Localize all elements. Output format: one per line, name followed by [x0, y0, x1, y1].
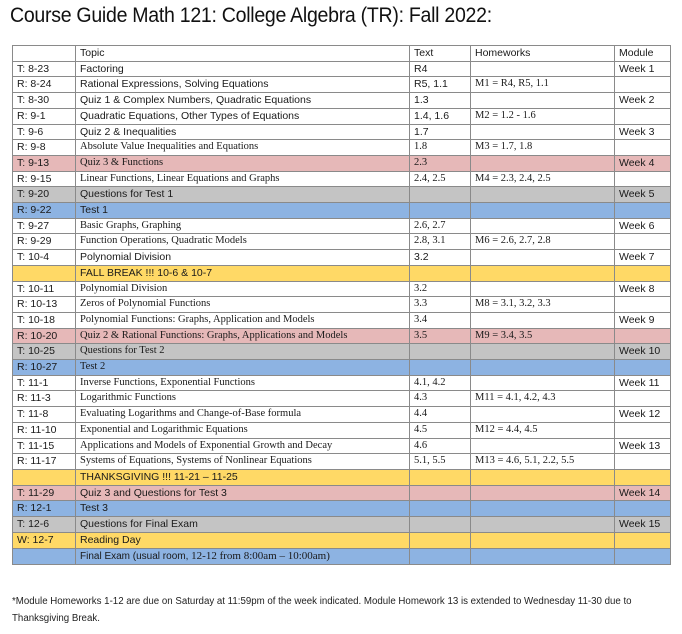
homeworks-cell	[471, 360, 615, 376]
homeworks-cell: M11 = 4.1, 4.2, 4.3	[471, 391, 615, 407]
topic-cell: Exponential and Logarithmic Equations	[76, 422, 410, 438]
date-cell: W: 12-7	[13, 532, 76, 548]
topic-cell: Function Operations, Quadratic Models	[76, 234, 410, 250]
text-cell: 5.1, 5.5	[410, 454, 471, 470]
module-cell	[615, 501, 671, 517]
homeworks-cell	[471, 250, 615, 266]
module-cell	[615, 532, 671, 548]
topic-cell: Questions for Test 2	[76, 344, 410, 360]
module-cell	[615, 234, 671, 250]
header-module: Module	[615, 46, 671, 62]
text-cell	[410, 360, 471, 376]
table-row	[13, 281, 671, 297]
homeworks-cell	[471, 501, 615, 517]
homeworks-cell	[471, 218, 615, 234]
topic-cell: Questions for Final Exam	[76, 517, 410, 533]
homeworks-cell	[471, 203, 615, 219]
text-cell: 2.6, 2.7	[410, 218, 471, 234]
homeworks-cell	[471, 407, 615, 423]
header-homeworks: Homeworks	[471, 46, 615, 62]
text-cell: 3.2	[410, 281, 471, 297]
date-cell: T: 8-23	[13, 61, 76, 77]
table-row	[13, 297, 671, 313]
date-cell: T: 9-27	[13, 218, 76, 234]
homeworks-cell	[471, 281, 615, 297]
date-cell: T: 10-25	[13, 344, 76, 360]
topic-cell: Test 1	[76, 203, 410, 219]
header-date	[13, 46, 76, 62]
text-cell: 3.3	[410, 297, 471, 313]
text-cell: 3.2	[410, 250, 471, 266]
topic-cell: Basic Graphs, Graphing	[76, 218, 410, 234]
table-row	[13, 124, 671, 140]
topic-cell: Questions for Test 1	[76, 187, 410, 203]
date-cell: R: 11-17	[13, 454, 76, 470]
table-row	[13, 360, 671, 376]
final-exam-label: Final Exam (usual room,	[80, 550, 192, 562]
homeworks-cell	[471, 485, 615, 501]
text-cell	[410, 344, 471, 360]
module-cell	[615, 265, 671, 281]
table-row	[13, 517, 671, 533]
module-cell	[615, 140, 671, 156]
date-cell: T: 11-1	[13, 375, 76, 391]
topic-cell: Rational Expressions, Solving Equations	[76, 77, 410, 93]
table-row	[13, 438, 671, 454]
text-cell	[410, 532, 471, 548]
text-cell: 1.3	[410, 93, 471, 109]
date-cell	[13, 265, 76, 281]
date-cell: T: 10-11	[13, 281, 76, 297]
homeworks-cell	[471, 155, 615, 171]
module-cell	[615, 297, 671, 313]
module-cell: Week 4	[615, 155, 671, 171]
homeworks-cell	[471, 265, 615, 281]
topic-cell	[76, 548, 410, 565]
homeworks-cell	[471, 532, 615, 548]
page-title: Course Guide Math 121: College Algebra (TR): Fall 2022:	[10, 4, 492, 27]
table-row	[13, 391, 671, 407]
table-row	[13, 140, 671, 156]
text-cell: 1.8	[410, 140, 471, 156]
topic-cell: Quiz 1 & Complex Numbers, Quadratic Equations	[76, 93, 410, 109]
text-cell	[410, 203, 471, 219]
date-cell: R: 11-3	[13, 391, 76, 407]
topic-cell: Factoring	[76, 61, 410, 77]
text-cell: R5, 1.1	[410, 77, 471, 93]
homeworks-cell	[471, 187, 615, 203]
table-row	[13, 203, 671, 219]
date-cell: T: 9-13	[13, 155, 76, 171]
table-row	[13, 108, 671, 124]
date-cell: T: 11-8	[13, 407, 76, 423]
topic-cell: THANKSGIVING !!! 11-21 – 11-25	[76, 469, 410, 485]
text-cell: 3.5	[410, 328, 471, 344]
homeworks-cell	[471, 517, 615, 533]
text-cell: 4.4	[410, 407, 471, 423]
homeworks-cell	[471, 344, 615, 360]
topic-cell: Applications and Models of Exponential Growth and Decay	[76, 438, 410, 454]
homeworks-cell: M3 = 1.7, 1.8	[471, 140, 615, 156]
topic-cell: Logarithmic Functions	[76, 391, 410, 407]
date-cell: R: 10-27	[13, 360, 76, 376]
text-cell: 2.8, 3.1	[410, 234, 471, 250]
module-cell: Week 3	[615, 124, 671, 140]
module-cell: Week 13	[615, 438, 671, 454]
homeworks-cell: M6 = 2.6, 2.7, 2.8	[471, 234, 615, 250]
module-cell: Week 7	[615, 250, 671, 266]
homeworks-cell: M13 = 4.6, 5.1, 2.2, 5.5	[471, 454, 615, 470]
final-exam-time: 12-12 from 8:00am – 10:00am)	[191, 549, 330, 562]
topic-cell: Quadratic Equations, Other Types of Equations	[76, 108, 410, 124]
text-cell: 3.4	[410, 312, 471, 328]
homeworks-cell	[471, 375, 615, 391]
homeworks-cell	[471, 124, 615, 140]
table-row	[13, 77, 671, 93]
date-cell: T: 10-4	[13, 250, 76, 266]
table-row	[13, 422, 671, 438]
module-cell: Week 1	[615, 61, 671, 77]
module-cell	[615, 548, 671, 565]
date-cell: T: 11-15	[13, 438, 76, 454]
text-cell	[410, 469, 471, 485]
topic-cell: Evaluating Logarithms and Change-of-Base formula	[76, 407, 410, 423]
text-cell	[410, 501, 471, 517]
course-schedule-table	[12, 45, 671, 565]
text-cell: 2.4, 2.5	[410, 171, 471, 187]
topic-cell: Absolute Value Inequalities and Equations	[76, 140, 410, 156]
table-header-row	[13, 46, 671, 62]
text-cell	[410, 548, 471, 565]
module-cell	[615, 77, 671, 93]
module-cell: Week 6	[615, 218, 671, 234]
topic-cell: Quiz 3 & Functions	[76, 155, 410, 171]
module-cell	[615, 391, 671, 407]
homeworks-cell	[471, 93, 615, 109]
topic-cell: FALL BREAK !!! 10-6 & 10-7	[76, 265, 410, 281]
topic-cell: Polynomial Functions: Graphs, Application and Models	[76, 312, 410, 328]
table-row	[13, 312, 671, 328]
topic-cell: Polynomial Division	[76, 250, 410, 266]
table-row	[13, 155, 671, 171]
table-row	[13, 328, 671, 344]
homeworks-cell	[471, 469, 615, 485]
text-cell: 2.3	[410, 155, 471, 171]
table-row	[13, 93, 671, 109]
date-cell: R: 12-1	[13, 501, 76, 517]
topic-cell: Test 2	[76, 360, 410, 376]
date-cell	[13, 548, 76, 565]
topic-cell: Quiz 3 and Questions for Test 3	[76, 485, 410, 501]
table-row	[13, 548, 671, 565]
table-row	[13, 234, 671, 250]
text-cell	[410, 265, 471, 281]
date-cell: R: 8-24	[13, 77, 76, 93]
module-cell: Week 15	[615, 517, 671, 533]
table-row	[13, 485, 671, 501]
date-cell: R: 10-13	[13, 297, 76, 313]
table-row	[13, 407, 671, 423]
homeworks-cell	[471, 61, 615, 77]
module-cell: Week 5	[615, 187, 671, 203]
module-cell	[615, 203, 671, 219]
header-text: Text	[410, 46, 471, 62]
footnote: *Module Homeworks 1-12 are due on Saturday at 11:59pm of the week indicated. Module Homework 13 is extended to Wednesday 11-30 due to Thanksgiving Break.	[12, 596, 632, 624]
date-cell: T: 9-20	[13, 187, 76, 203]
table-row	[13, 532, 671, 548]
homeworks-cell	[471, 312, 615, 328]
topic-cell: Quiz 2 & Rational Functions: Graphs, Applications and Models	[76, 328, 410, 344]
module-cell: Week 8	[615, 281, 671, 297]
module-cell: Week 11	[615, 375, 671, 391]
module-cell	[615, 171, 671, 187]
text-cell	[410, 187, 471, 203]
table-row	[13, 187, 671, 203]
homeworks-cell: M1 = R4, R5, 1.1	[471, 77, 615, 93]
date-cell: R: 11-10	[13, 422, 76, 438]
module-cell	[615, 454, 671, 470]
homeworks-cell: M2 = 1.2 - 1.6	[471, 108, 615, 124]
date-cell: R: 9-22	[13, 203, 76, 219]
table-row	[13, 454, 671, 470]
topic-cell: Reading Day	[76, 532, 410, 548]
topic-cell: Zeros of Polynomial Functions	[76, 297, 410, 313]
table-row	[13, 61, 671, 77]
date-cell: R: 9-8	[13, 140, 76, 156]
module-cell: Week 9	[615, 312, 671, 328]
table-row	[13, 171, 671, 187]
table-row	[13, 375, 671, 391]
module-cell	[615, 469, 671, 485]
text-cell: 4.3	[410, 391, 471, 407]
module-cell: Week 10	[615, 344, 671, 360]
topic-cell: Linear Functions, Linear Equations and Graphs	[76, 171, 410, 187]
table-row	[13, 250, 671, 266]
module-cell	[615, 328, 671, 344]
date-cell: R: 9-15	[13, 171, 76, 187]
table-row	[13, 344, 671, 360]
date-cell: T: 12-6	[13, 517, 76, 533]
text-cell	[410, 517, 471, 533]
text-cell: 4.5	[410, 422, 471, 438]
date-cell: T: 8-30	[13, 93, 76, 109]
homeworks-cell	[471, 548, 615, 565]
table-row	[13, 501, 671, 517]
topic-cell: Inverse Functions, Exponential Functions	[76, 375, 410, 391]
topic-cell: Quiz 2 & Inequalities	[76, 124, 410, 140]
module-cell	[615, 360, 671, 376]
module-cell	[615, 108, 671, 124]
topic-cell: Test 3	[76, 501, 410, 517]
table-row	[13, 218, 671, 234]
date-cell	[13, 469, 76, 485]
table-row	[13, 265, 671, 281]
text-cell: 4.1, 4.2	[410, 375, 471, 391]
topic-cell: Systems of Equations, Systems of Nonlinear Equations	[76, 454, 410, 470]
module-cell: Week 14	[615, 485, 671, 501]
module-cell: Week 12	[615, 407, 671, 423]
text-cell: 4.6	[410, 438, 471, 454]
date-cell: R: 9-29	[13, 234, 76, 250]
date-cell: R: 10-20	[13, 328, 76, 344]
table-row	[13, 469, 671, 485]
homeworks-cell: M12 = 4.4, 4.5	[471, 422, 615, 438]
module-cell	[615, 422, 671, 438]
homeworks-cell: M9 = 3.4, 3.5	[471, 328, 615, 344]
date-cell: T: 11-29	[13, 485, 76, 501]
text-cell: 1.4, 1.6	[410, 108, 471, 124]
text-cell: 1.7	[410, 124, 471, 140]
module-cell: Week 2	[615, 93, 671, 109]
date-cell: T: 10-18	[13, 312, 76, 328]
homeworks-cell: M4 = 2.3, 2.4, 2.5	[471, 171, 615, 187]
homeworks-cell	[471, 438, 615, 454]
date-cell: R: 9-1	[13, 108, 76, 124]
header-topic: Topic	[76, 46, 410, 62]
date-cell: T: 9-6	[13, 124, 76, 140]
homeworks-cell: M8 = 3.1, 3.2, 3.3	[471, 297, 615, 313]
text-cell: R4	[410, 61, 471, 77]
topic-cell: Polynomial Division	[76, 281, 410, 297]
text-cell	[410, 485, 471, 501]
